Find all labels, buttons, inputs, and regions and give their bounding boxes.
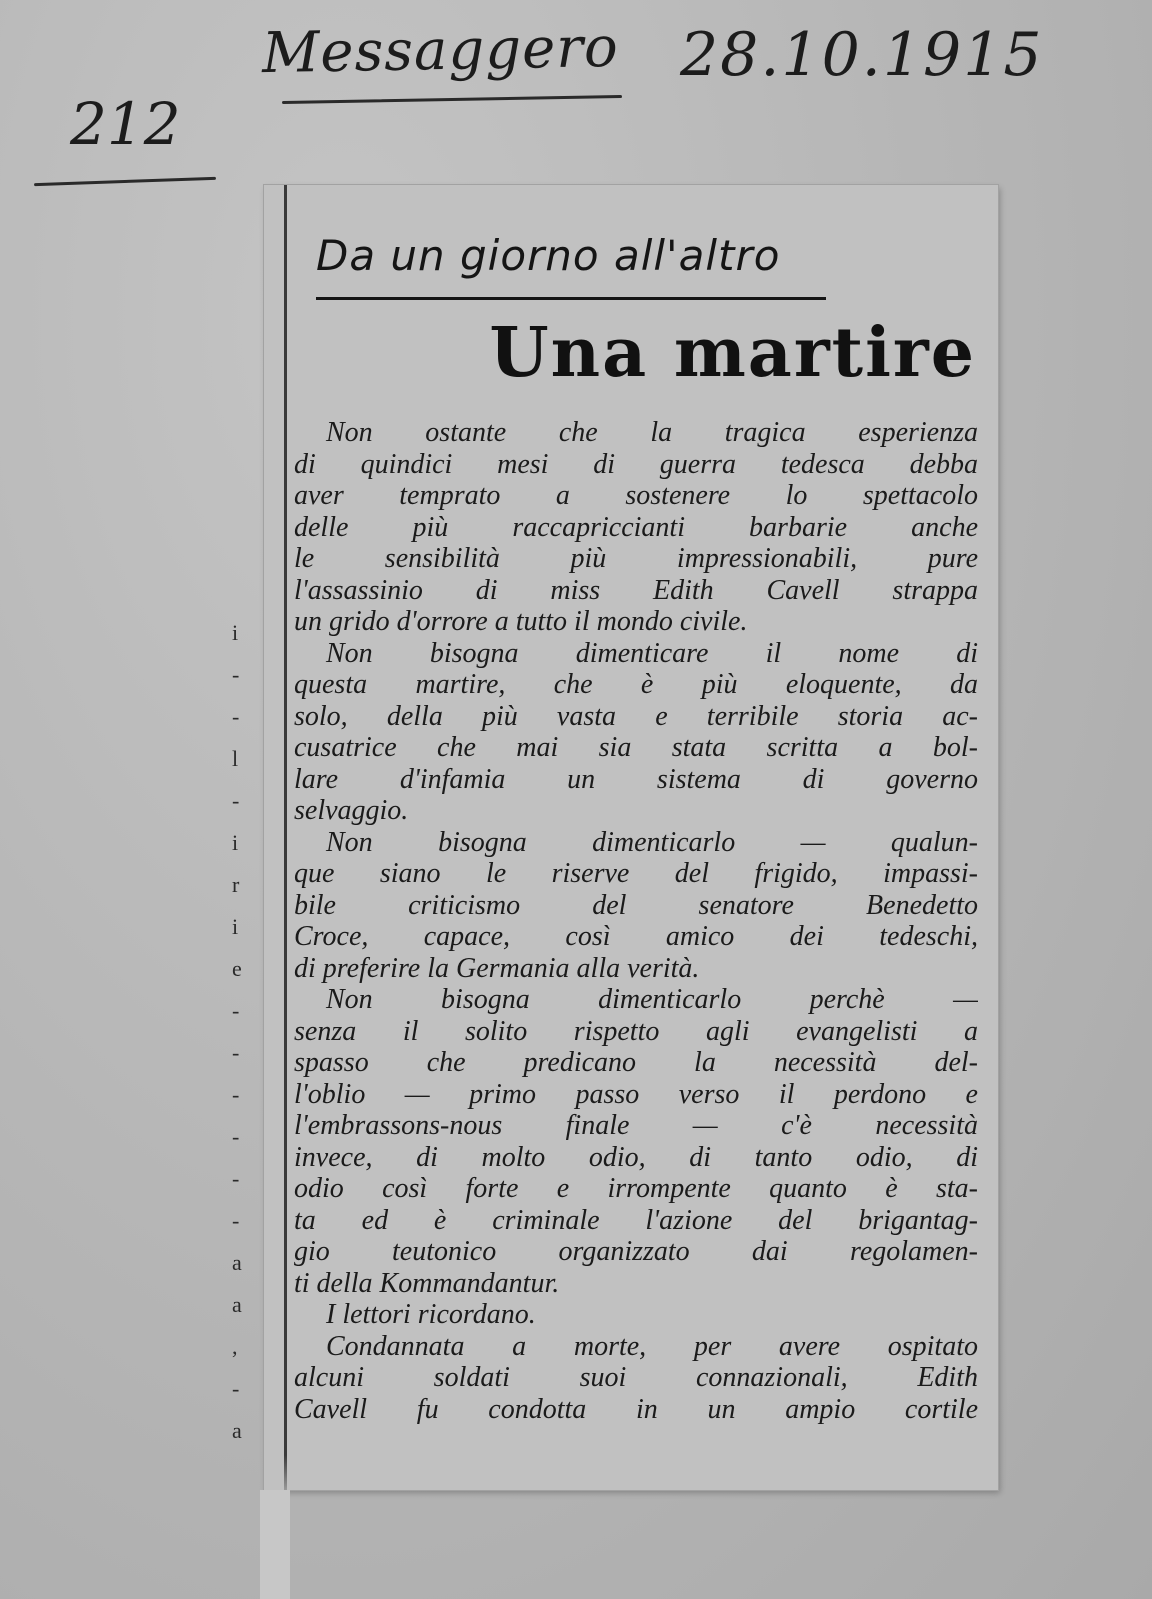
- section-kicker: Da un giorno all'altro: [316, 231, 781, 280]
- article-line: odio così forte e irrompente quanto è sta-: [294, 1173, 978, 1204]
- adjacent-column-fragment: [226, 620, 262, 1480]
- article-line: ta ed è criminale l'azione del brigantag-: [294, 1204, 978, 1236]
- article-line: di preferire la Germania alla verità.: [294, 952, 700, 984]
- source-underline: [282, 95, 622, 104]
- article-line: que siano le riserve del frigido, impassi-: [294, 858, 978, 889]
- article-line: Non bisogna dimenticarlo — qualun-: [326, 826, 978, 858]
- article-line: di quindici mesi di guerra tedesca debba: [294, 448, 978, 480]
- article-line: I lettori ricordano.: [326, 1299, 536, 1330]
- article-line: delle più raccapriccianti barbarie anche: [294, 511, 978, 543]
- article-headline: Una martire: [489, 313, 976, 393]
- margin-character: -: [232, 662, 240, 687]
- margin-character: -: [232, 1166, 240, 1191]
- article-body: [294, 417, 978, 1425]
- clipping-torn-edge: [264, 1455, 998, 1490]
- margin-character: a: [232, 1250, 242, 1275]
- article-line: gio teutonico organizzato dai regolamen-: [294, 1236, 978, 1267]
- paper-strip: [260, 1490, 290, 1599]
- article-line: lare d'infamia un sistema di governo: [294, 763, 978, 795]
- article-line: bile criticismo del senatore Benedetto: [294, 889, 978, 921]
- article-line: selvaggio.: [294, 795, 409, 826]
- article-line: l'oblio — primo passo verso il perdono e: [294, 1078, 978, 1110]
- column-rule: [284, 185, 287, 1490]
- newspaper-clipping: [264, 185, 998, 1490]
- article-line: cusatrice che mai sia stata scritta a bol-: [294, 732, 978, 763]
- article-line: ti della Kommandantur.: [294, 1267, 560, 1299]
- margin-character: l: [232, 746, 239, 771]
- archive-number-underline: [34, 177, 216, 186]
- handwritten-source: Messaggero: [261, 14, 620, 87]
- margin-character: i: [232, 620, 239, 645]
- margin-character: -: [232, 1082, 240, 1107]
- article-line: senza il solito rispetto agli evangelisti a: [294, 1015, 978, 1047]
- article-line: solo, della più vasta e terribile storia ac-: [294, 700, 978, 732]
- article-line: Non bisogna dimenticarlo perchè —: [326, 984, 978, 1015]
- article-line: Condannata a morte, per avere ospitato: [326, 1330, 978, 1362]
- handwritten-date: 28.10.1915: [680, 20, 1044, 90]
- article-line: aver temprato a sostenere lo spettacolo: [294, 480, 978, 511]
- margin-character: a: [232, 1418, 242, 1443]
- article-line: l'embrassons-nous finale — c'è necessità: [294, 1110, 978, 1141]
- margin-character: -: [232, 998, 240, 1023]
- margin-character: ,: [232, 1334, 238, 1359]
- margin-character: i: [232, 914, 239, 939]
- margin-character: e: [232, 956, 242, 981]
- article-line: alcuni soldati suoi connazionali, Edith: [294, 1362, 978, 1393]
- kicker-underline: [316, 297, 826, 300]
- article-line: spasso che predicano la necessità del-: [294, 1047, 978, 1078]
- margin-character: -: [232, 1208, 240, 1233]
- article-line: Non bisogna dimenticare il nome di: [326, 637, 978, 669]
- margin-character: -: [232, 788, 240, 813]
- article-line: Croce, capace, così amico dei tedeschi,: [294, 921, 978, 952]
- article-line: Non ostante che la tragica esperienza: [326, 417, 978, 448]
- article-line: l'assassinio di miss Edith Cavell strappa: [294, 574, 978, 606]
- margin-character: -: [232, 1040, 240, 1065]
- article-line: invece, di molto odio, di tanto odio, di: [294, 1141, 978, 1173]
- margin-character: -: [232, 704, 240, 729]
- article-line: Cavell fu condotta in un ampio cortile: [294, 1393, 978, 1425]
- article-line: un grido d'orrore a tutto il mondo civile.: [294, 606, 748, 637]
- margin-character: i: [232, 830, 239, 855]
- handwritten-archive-number: 212: [70, 90, 181, 158]
- margin-character: -: [232, 1376, 240, 1401]
- article-line: le sensibilità più impressionabili, pure: [294, 543, 978, 574]
- margin-character: r: [232, 872, 240, 897]
- article-line: questa martire, che è più eloquente, da: [294, 669, 978, 700]
- margin-character: a: [232, 1292, 242, 1317]
- margin-character: -: [232, 1124, 240, 1149]
